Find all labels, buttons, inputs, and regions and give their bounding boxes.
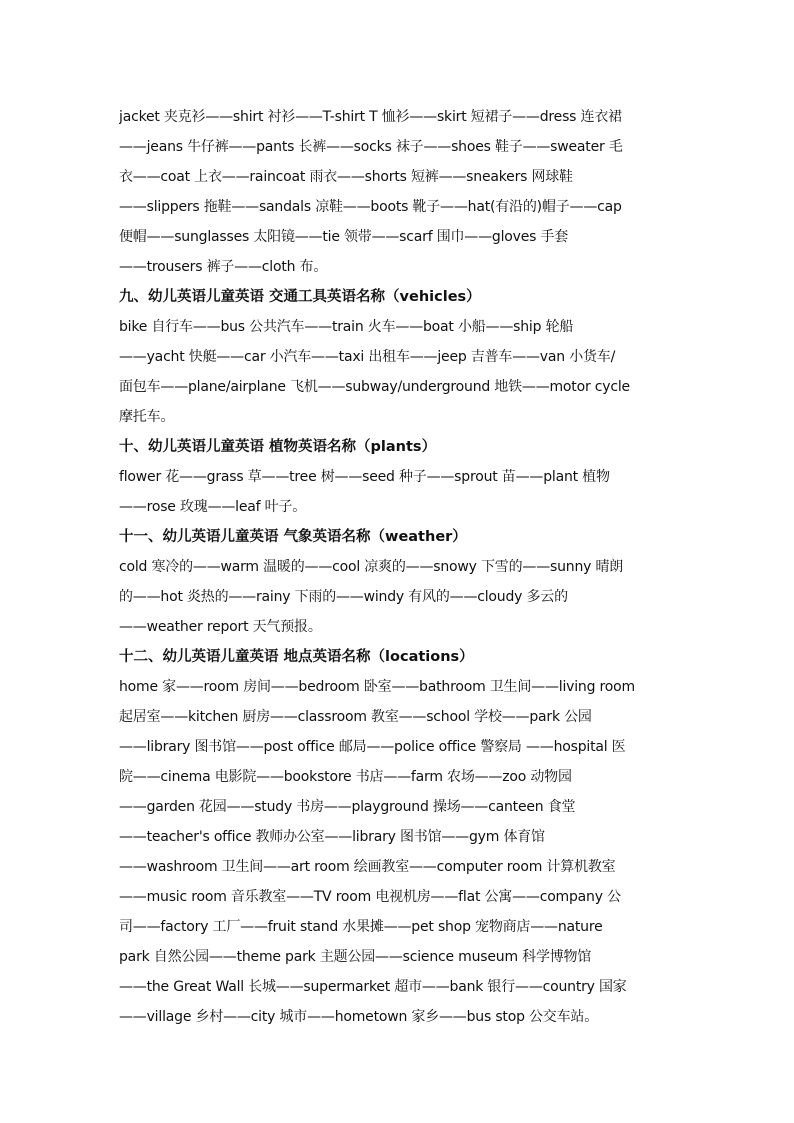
- text-line: ——trousers 裤子——cloth 布。: [119, 259, 328, 275]
- text-line: ——jeans 牛仔裤——pants 长裤——socks 袜子——shoes 鞋子——sweater 毛: [119, 139, 623, 155]
- text-line: 衣——coat 上衣——raincoat 雨衣——shorts 短裤——sneakers 网球鞋: [119, 169, 573, 185]
- text-line: 面包车——plane/airplane 飞机——subway/underground 地铁——motor cycle: [119, 379, 630, 395]
- text-line: flower 花——grass 草——tree 树——seed 种子——sprout 苗——plant 植物: [119, 469, 610, 485]
- text-line: ——village 乡村——city 城市——hometown 家乡——bus stop 公交车站。: [119, 1009, 599, 1025]
- text-line: 摩托车。: [119, 409, 175, 425]
- section-heading-weather: 十一、幼儿英语儿童英语 气象英语名称（weather）: [119, 529, 467, 545]
- text-line: 便帽——sunglasses 太阳镜——tie 领带——scarf 围巾——gloves 手套: [119, 229, 569, 245]
- text-line: 的——hot 炎热的——rainy 下雨的——windy 有风的——cloudy 多云的: [119, 589, 568, 605]
- text-line: ——yacht 快艇——car 小汽车——taxi 出租车——jeep 吉普车——van 小货车/: [119, 349, 616, 365]
- text-line: bike 自行车——bus 公共汽车——train 火车——boat 小船——ship 轮船: [119, 319, 574, 335]
- text-line: ——slippers 拖鞋——sandals 凉鞋——boots 靴子——hat(有沿的)帽子——cap: [119, 199, 622, 215]
- text-line: park 自然公园——theme park 主题公园——science museum 科学博物馆: [119, 949, 592, 965]
- text-line: ——the Great Wall 长城——supermarket 超市——bank 银行——country 国家: [119, 979, 627, 995]
- text-line: 起居室——kitchen 厨房——classroom 教室——school 学校——park 公园: [119, 709, 592, 725]
- section-heading-locations: 十二、幼儿英语儿童英语 地点英语名称（locations）: [119, 649, 474, 665]
- text-line: 司——factory 工厂——fruit stand 水果摊——pet shop 宠物商店——nature: [119, 919, 603, 935]
- text-line: ——rose 玫瑰——leaf 叶子。: [119, 499, 307, 515]
- document-page: [119, 102, 679, 1032]
- text-line: ——teacher's office 教师办公室——library 图书馆——gym 体育馆: [119, 829, 545, 845]
- text-line: ——music room 音乐教室——TV room 电视机房——flat 公寓——company 公: [119, 889, 621, 905]
- text-line: ——washroom 卫生间——art room 绘画教室——computer room 计算机教室: [119, 859, 616, 875]
- text-line: home 家——room 房间——bedroom 卧室——bathroom 卫生间——living room: [119, 679, 635, 695]
- text-line: ——library 图书馆——post office 邮局——police office 警察局 ——hospital 医: [119, 739, 626, 755]
- text-line: jacket 夹克衫——shirt 衬衫——T-shirt T 恤衫——skirt 短裙子——dress 连衣裙: [119, 109, 622, 125]
- text-line: ——garden 花园——study 书房——playground 操场——canteen 食堂: [119, 799, 576, 815]
- text-line: 院——cinema 电影院——bookstore 书店——farm 农场——zoo 动物园: [119, 769, 572, 785]
- text-line: ——weather report 天气预报。: [119, 619, 322, 635]
- section-heading-vehicles: 九、幼儿英语儿童英语 交通工具英语名称（vehicles）: [119, 289, 481, 305]
- section-heading-plants: 十、幼儿英语儿童英语 植物英语名称（plants）: [119, 439, 437, 455]
- text-line: cold 寒冷的——warm 温暖的——cool 凉爽的——snowy 下雪的——sunny 晴朗: [119, 559, 624, 575]
